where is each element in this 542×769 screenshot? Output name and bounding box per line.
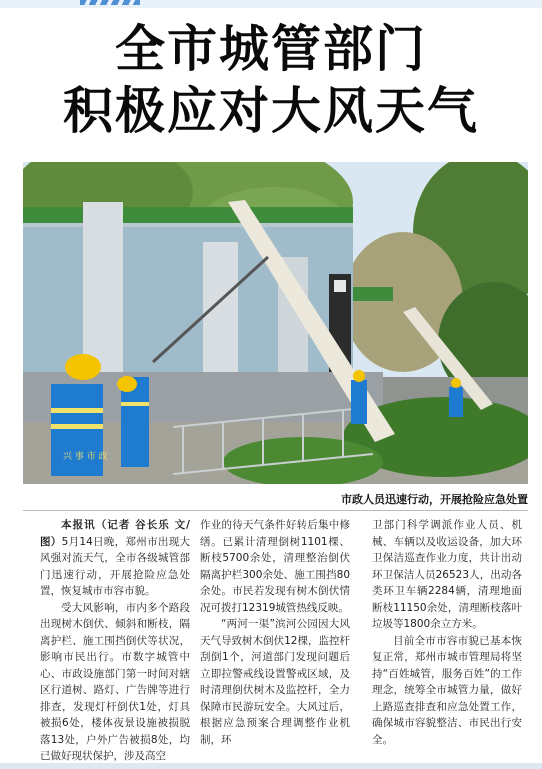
article-col1-p1: 5月14日晚，郑州市出现大风强对流天气，全市各级城管部门迅速行动，开展抢险应急处置，恢复城市市容市貌。 (40, 535, 190, 597)
headline-line-1: 全市城管部门 (115, 20, 427, 78)
article-column-1 (40, 517, 190, 765)
top-decor-bar (0, 0, 542, 8)
caption-divider (23, 510, 528, 511)
article-column-3 (372, 517, 522, 748)
article-col1-p2: 受大风影响，市内多个路段出现树木倒伏、倾斜和断枝，隔离护栏、施工围挡倒伏等状况，影响市民出行。市数字城管中心、市政设施部门第一时间对辖区行道树、路灯、广告牌等进行排查，发现灯杆倒伏1处，灯具被损6处，楼体夜景设施被损脱落13处，户外广告被损8处，均已做好现状保护，涉及高空 (40, 601, 190, 762)
news-photo (23, 162, 528, 484)
bottom-decor-bar (0, 763, 542, 769)
worker-2 (117, 376, 149, 467)
article-col3-p1: 卫部门科学调派作业人员、机械、车辆以及收运设备，加大环卫保洁巡查作业力度，共计出动环卫保洁人员26523人，出动各类环卫车辆2284辆，清理地面断枝11150余处，清理断枝落叶垃圾等1800余立方米。 (372, 519, 522, 630)
news-photo-illustration (23, 162, 528, 484)
photo-caption: 市政人员迅速行动，开展抢险应急处置 (341, 493, 528, 506)
top-accent-stripes (80, 0, 140, 5)
worker-4 (449, 378, 463, 417)
article-col3-p2: 目前全市市容市貌已基本恢复正常，郑州市城市管理局将坚持“百姓城管，服务百姓”的工作理念，统筹全市城管力量，做好上路巡查排查和应急处置工作，确保城市容貌整洁、市民出行安全。 (372, 634, 522, 746)
article-col2-p2: “两河一渠”滨河公园因大风天气导致树木倒伏12棵，监控杆刮倒1个，河道部门发现问题后立即拉警戒线设置警戒区域，及时清理倒伏树木及监控杆，全力保障市民游玩安全。大风过后，根据应急预案合理调整作业机制，环 (200, 618, 350, 746)
article-column-2 (200, 517, 350, 748)
worker-3 (351, 370, 367, 424)
article-col2-p1: 作业的待天气条件好转后集中修缮。已累计清理倒树1101棵、断枝5700余处，清理整治倒伏隔离护栏300余处、施工围挡80余处。市民若发现有树木倒伏情况可拨打12319城管热线反映。 (200, 519, 350, 614)
vest-text: 兴 事 市 政 (63, 452, 108, 462)
building-green-band (23, 207, 353, 223)
article-byline: 本报讯（记者 谷长乐 文/图） (40, 519, 190, 548)
headline-line-2: 积极应对大风天气 (63, 82, 479, 140)
